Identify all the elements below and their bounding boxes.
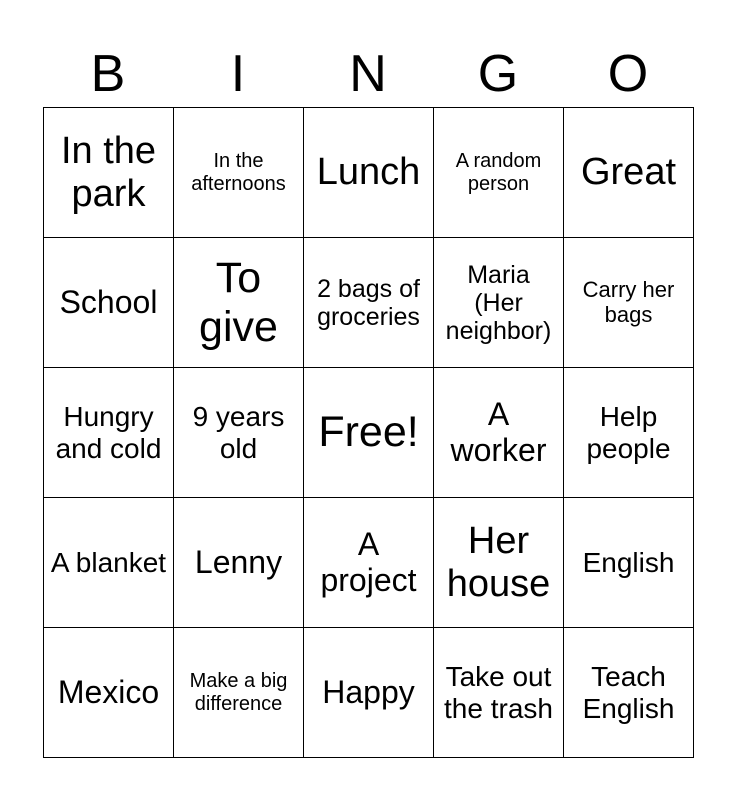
bingo-cell: Make a big difference [174,628,304,758]
header-letter-g: G [477,45,519,103]
bingo-cell: To give [174,238,304,368]
bingo-cell: A project [304,498,434,628]
bingo-cell: School [44,238,174,368]
bingo-cell: Maria (Her neighbor) [434,238,564,368]
bingo-header [43,40,693,108]
bingo-cell: Happy [304,628,434,758]
bingo-cell: In the park [44,108,174,238]
board-row [44,498,694,628]
bingo-cell: Take out the trash [434,628,564,758]
bingo-cell: Teach English [564,628,694,758]
bingo-cell: A worker [434,368,564,498]
header-letter-n: N [349,45,387,103]
bingo-cell: Great [564,108,694,238]
bingo-cell: A blanket [44,498,174,628]
bingo-cell: Lenny [174,498,304,628]
bingo-cell: Carry her bags [564,238,694,368]
bingo-cell: Hungry and cold [44,368,174,498]
bingo-cell: Her house [434,498,564,628]
bingo-board [43,107,694,758]
board-row [44,628,694,758]
board-row [44,238,694,368]
bingo-cell: Help people [564,368,694,498]
bingo-cell: Lunch [304,108,434,238]
bingo-cell: Free! [304,368,434,498]
header-letter-b: B [90,45,126,103]
board-row [44,108,694,238]
bingo-cell: In the afternoons [174,108,304,238]
bingo-cell: English [564,498,694,628]
header-letter-i: I [230,45,246,103]
bingo-cell: 9 years old [174,368,304,498]
header-letter-o: O [607,45,649,103]
bingo-cell: 2 bags of groceries [304,238,434,368]
bingo-cell: A random person [434,108,564,238]
bingo-cell: Mexico [44,628,174,758]
board-row [44,368,694,498]
